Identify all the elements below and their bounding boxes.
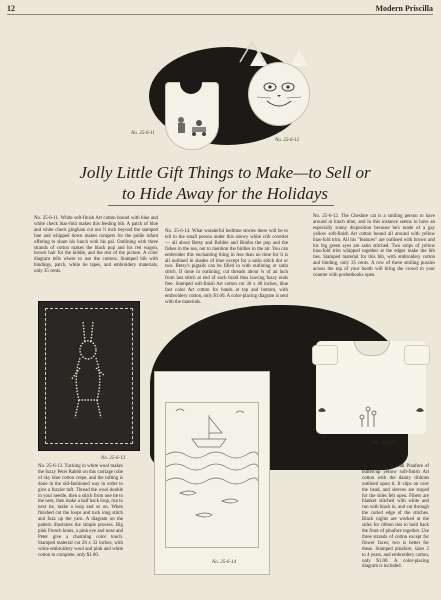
cat-bib-illustration bbox=[248, 62, 310, 126]
carriage-robe-illustration bbox=[38, 301, 140, 451]
page-number: 12 bbox=[7, 4, 15, 13]
caption-bib-right: No. 25-6-12 bbox=[275, 138, 300, 143]
rabbit-icon bbox=[69, 318, 109, 428]
article-title-line-1: Jolly Little Gift Things to Make—to Sell or bbox=[79, 163, 371, 182]
description-bib-left: No. 25-6-11. White soft-finish Art cotton bound with blue and white check bias-fold makes this feeding bib. A patch of blue and white check gingham cut out ½ inch beyond the stamped line and whipped down makes rompers for the pollie infant offering to share his lunch with his pal. Outlining with three strands of cotton makes the black pup and his red wagon, brown hair for the kiddie, and the rest of the picture. A color diagram tells where to use the cottons. Stamped bib with bindings, patch, white tie tapes, and embroidery materials, only 35 cents. bbox=[34, 216, 158, 275]
cat-face-icon bbox=[249, 63, 309, 125]
title-rule bbox=[108, 205, 334, 206]
header-rule bbox=[7, 14, 433, 15]
child-bib-illustration bbox=[165, 82, 219, 150]
description-carriage-robe: No. 25-6-13. Tucking in white wool makes the fuzzy Peter Rabbit on this carriage robe of sky blue cotton crepe, and the tufting is done in the old-fashioned way in order to give a fuzzier tuft. Thread the wool double in your needle, then a stitch from one tie to the next, then make a half back loop, run to next tie, make a loop and so on. When finished cut the loops and tuck long stitch and fuzz up the yarn. A diagram on the pattern illustrates the simple process. Big pink French knots, a pink eye and nose and Peter give a charming color touch. Stamped material cut 28 x 33 inches, with white embroidery wool and pink and white cotton to complete, only $1.00. bbox=[38, 464, 123, 558]
boat-scene-icon bbox=[166, 403, 258, 547]
bib-picture-icon bbox=[166, 83, 218, 149]
caption-dress: No. 25-6-15 bbox=[372, 441, 397, 446]
crib-coverlet-illustration bbox=[154, 371, 270, 575]
caption-bib-left: No. 25-6-11 bbox=[131, 131, 155, 136]
pinafore-illustration bbox=[316, 341, 426, 434]
description-crib-coverlet: No. 25-6-14. What wonderful bedtime stories there will be to tell to the small person under this snowy white crib coverlet — all about Betsy and Bobbie and Bimbo the pup and the fishes in the sea, not to mention the birdies in the air. You can embroider this enchanting thing in less than no time for it is all outlined in shades of blue except for a satin stitch dot or two. Betsy's pigtails can be filled in with outlining or satin stitch. If done in outlining, cut threads about ¼ of an inch from last stitch at end of each braid thus leaving fuzzy ends free. Stamped soft-finish Art cotton cut 36 x 48 inches, blue fast color Art cotton for bands at top and bottom, with embroidery cotton, only $1.00. A color-placing diagram is sent with the materials. bbox=[165, 229, 288, 305]
article-title-line-2: to Hide Away for the Holidays bbox=[121, 184, 329, 203]
flower-icon bbox=[316, 341, 426, 434]
coverlet-panel bbox=[165, 402, 259, 548]
description-pinafore: No. 25-6-15. Overall Pinafore of buttercup yellow soft-finish Art cotton with the dainty ribbons outlined upon it. It slips on over the head, and sleeves are stayed for the sides felt open. Fibers are blanket stitched with white and run with black in, and cut through the curled edge of the stitches. Black nights are worked at the sides for ribbon ties to hold back the front of pinafore together. Use three strands of cotton except for flower faces; two is better for these. Stamped pinafore, sizes 2 to 4 years, and embroidery cotton, only $1.00. A color-placing diagram is included. bbox=[362, 464, 429, 570]
caption-square: No. 25-6-14 bbox=[212, 560, 237, 565]
bib-ties-icon bbox=[232, 40, 272, 70]
caption-quilt: No. 25-6-13 bbox=[101, 456, 126, 461]
description-cat-bib: No. 25-6-12. The Cheshire cat is a smiling person to have around at lunch time, and in this instance seems to have an especially sunny disposition because he's made of a gay yellow soft-finish Art cotton bound all around with yellow bias-fold trim. All his "features" are outlined with brown and his big green eyes are satin stitched. Two strips of yellow bias-fold trim whipped together at the edges make the bib ties. Stamped material for this bib, with embroidery cotton and binding, only 35 cents. A row of these smiling pussies across the top of your booth will bring the crowd to your counter with pocketbooks open. bbox=[313, 214, 435, 279]
magazine-title: Modern Priscilla bbox=[375, 4, 433, 13]
